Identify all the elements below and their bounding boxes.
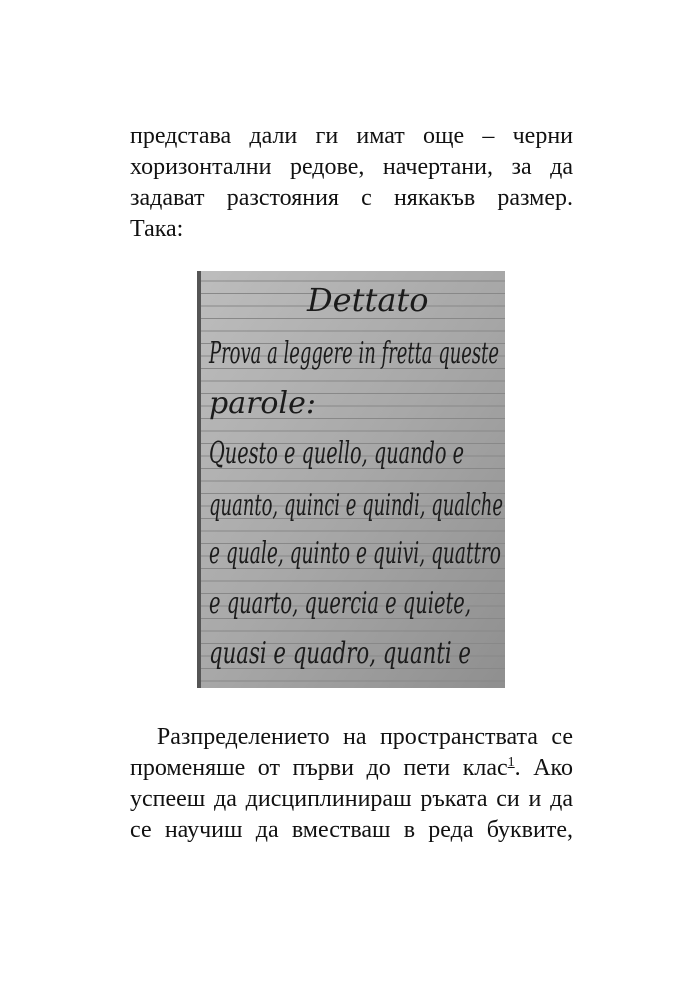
paragraph-2-line-4: се научиш да вместваш в реда буквите,	[130, 817, 573, 843]
paragraph-2	[130, 722, 573, 846]
paragraph-1	[130, 121, 573, 245]
notebook-line-7: quasi e quadro, quanti e	[209, 636, 471, 671]
paragraph-2-line-3: успееш да дисциплинираш ръката си и да	[130, 786, 573, 812]
paragraph-2-line-1: Разпределението на пространствата се	[130, 724, 573, 750]
notebook-line-2: parole:	[209, 386, 316, 421]
notebook-line-6: e quarto, quercia e quiete,	[209, 586, 471, 621]
paragraph-2-line-2-tail: . Ако	[514, 755, 573, 781]
notebook-title: Dettato	[307, 281, 429, 319]
paragraph-1-line-4: Така:	[130, 216, 184, 242]
notebook-line-1: Prova a leggere in fretta queste	[208, 336, 500, 371]
footnote-marker[interactable]: 1	[507, 755, 515, 770]
paragraph-1-line-1: представа дали ги имат още – черни	[130, 123, 573, 149]
paragraph-1-line-3: задават разстояния с някакъв размер.	[130, 185, 573, 211]
notebook-line-5: e quale, quinto e quivi, quattro	[209, 536, 501, 571]
notebook-photo	[199, 271, 505, 688]
notebook-line-4: quanto, quinci e quindi, qualche	[209, 488, 503, 523]
paragraph-1-line-2: хоризонтални редове, начертани, за да	[130, 154, 573, 180]
paragraph-2-line-2	[130, 753, 573, 784]
notebook-line-3: Questo e quello, quando e	[209, 436, 464, 471]
paragraph-2-line-2-text: променяше от първи до пети клас	[130, 755, 508, 781]
